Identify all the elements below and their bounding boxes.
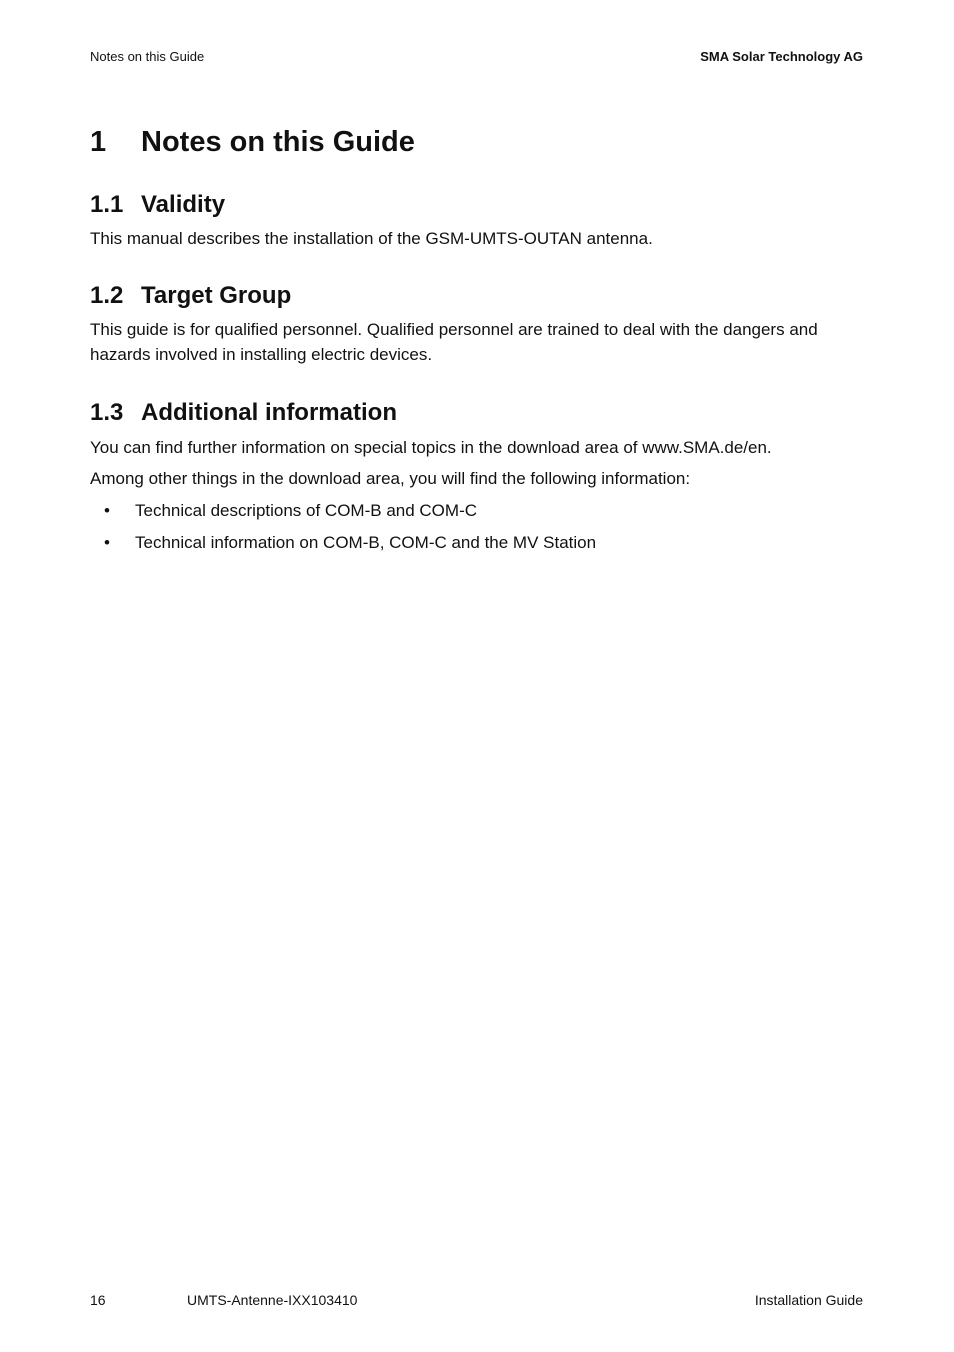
header-section-name: Notes on this Guide xyxy=(90,49,205,64)
paragraph: You can find further information on special topics in the download area of www.SMA.de/en. xyxy=(90,438,772,457)
bullet-marker: • xyxy=(104,533,110,552)
chapter-title xyxy=(90,120,863,164)
document-code: UMTS-Antenne-IXX103410 xyxy=(187,1292,358,1308)
chapter-number: 1 xyxy=(90,126,107,158)
section-target-group xyxy=(90,280,863,367)
list-item-text: Technical descriptions of COM-B and COM-C xyxy=(135,501,478,520)
section-validity xyxy=(90,189,863,251)
information-list xyxy=(90,498,863,555)
page-content xyxy=(90,120,863,555)
list-item-text: Technical information on COM-B, COM-C and the MV Station xyxy=(135,533,597,552)
header-company-name: SMA Solar Technology AG xyxy=(700,49,863,64)
page-footer xyxy=(90,1292,863,1310)
section-title-text: Additional information xyxy=(141,399,397,426)
section-title xyxy=(90,189,863,221)
document-type: Installation Guide xyxy=(754,1292,863,1308)
section-title-text: Validity xyxy=(141,191,226,218)
section-title xyxy=(90,397,863,429)
section-number: 1.3 xyxy=(90,399,124,426)
list-item xyxy=(90,498,863,523)
page-header xyxy=(90,49,863,67)
section-title xyxy=(90,280,863,312)
bullet-marker: • xyxy=(104,501,110,520)
section-additional-information xyxy=(90,397,863,555)
paragraph: This manual describes the installation of the GSM-UMTS-OUTAN antenna. xyxy=(90,229,653,248)
paragraph: Among other things in the download area, you will find the following information: xyxy=(90,469,691,488)
list-item xyxy=(90,530,863,555)
page-number: 16 xyxy=(90,1292,106,1308)
paragraph: This guide is for qualified personnel. Qualified personnel are trained to deal with the dangers and hazards involved in installing electric devices. xyxy=(90,320,818,364)
section-title-text: Target Group xyxy=(141,282,292,309)
section-number: 1.1 xyxy=(90,191,124,218)
chapter-title-text: Notes on this Guide xyxy=(141,126,415,158)
section-number: 1.2 xyxy=(90,282,124,309)
